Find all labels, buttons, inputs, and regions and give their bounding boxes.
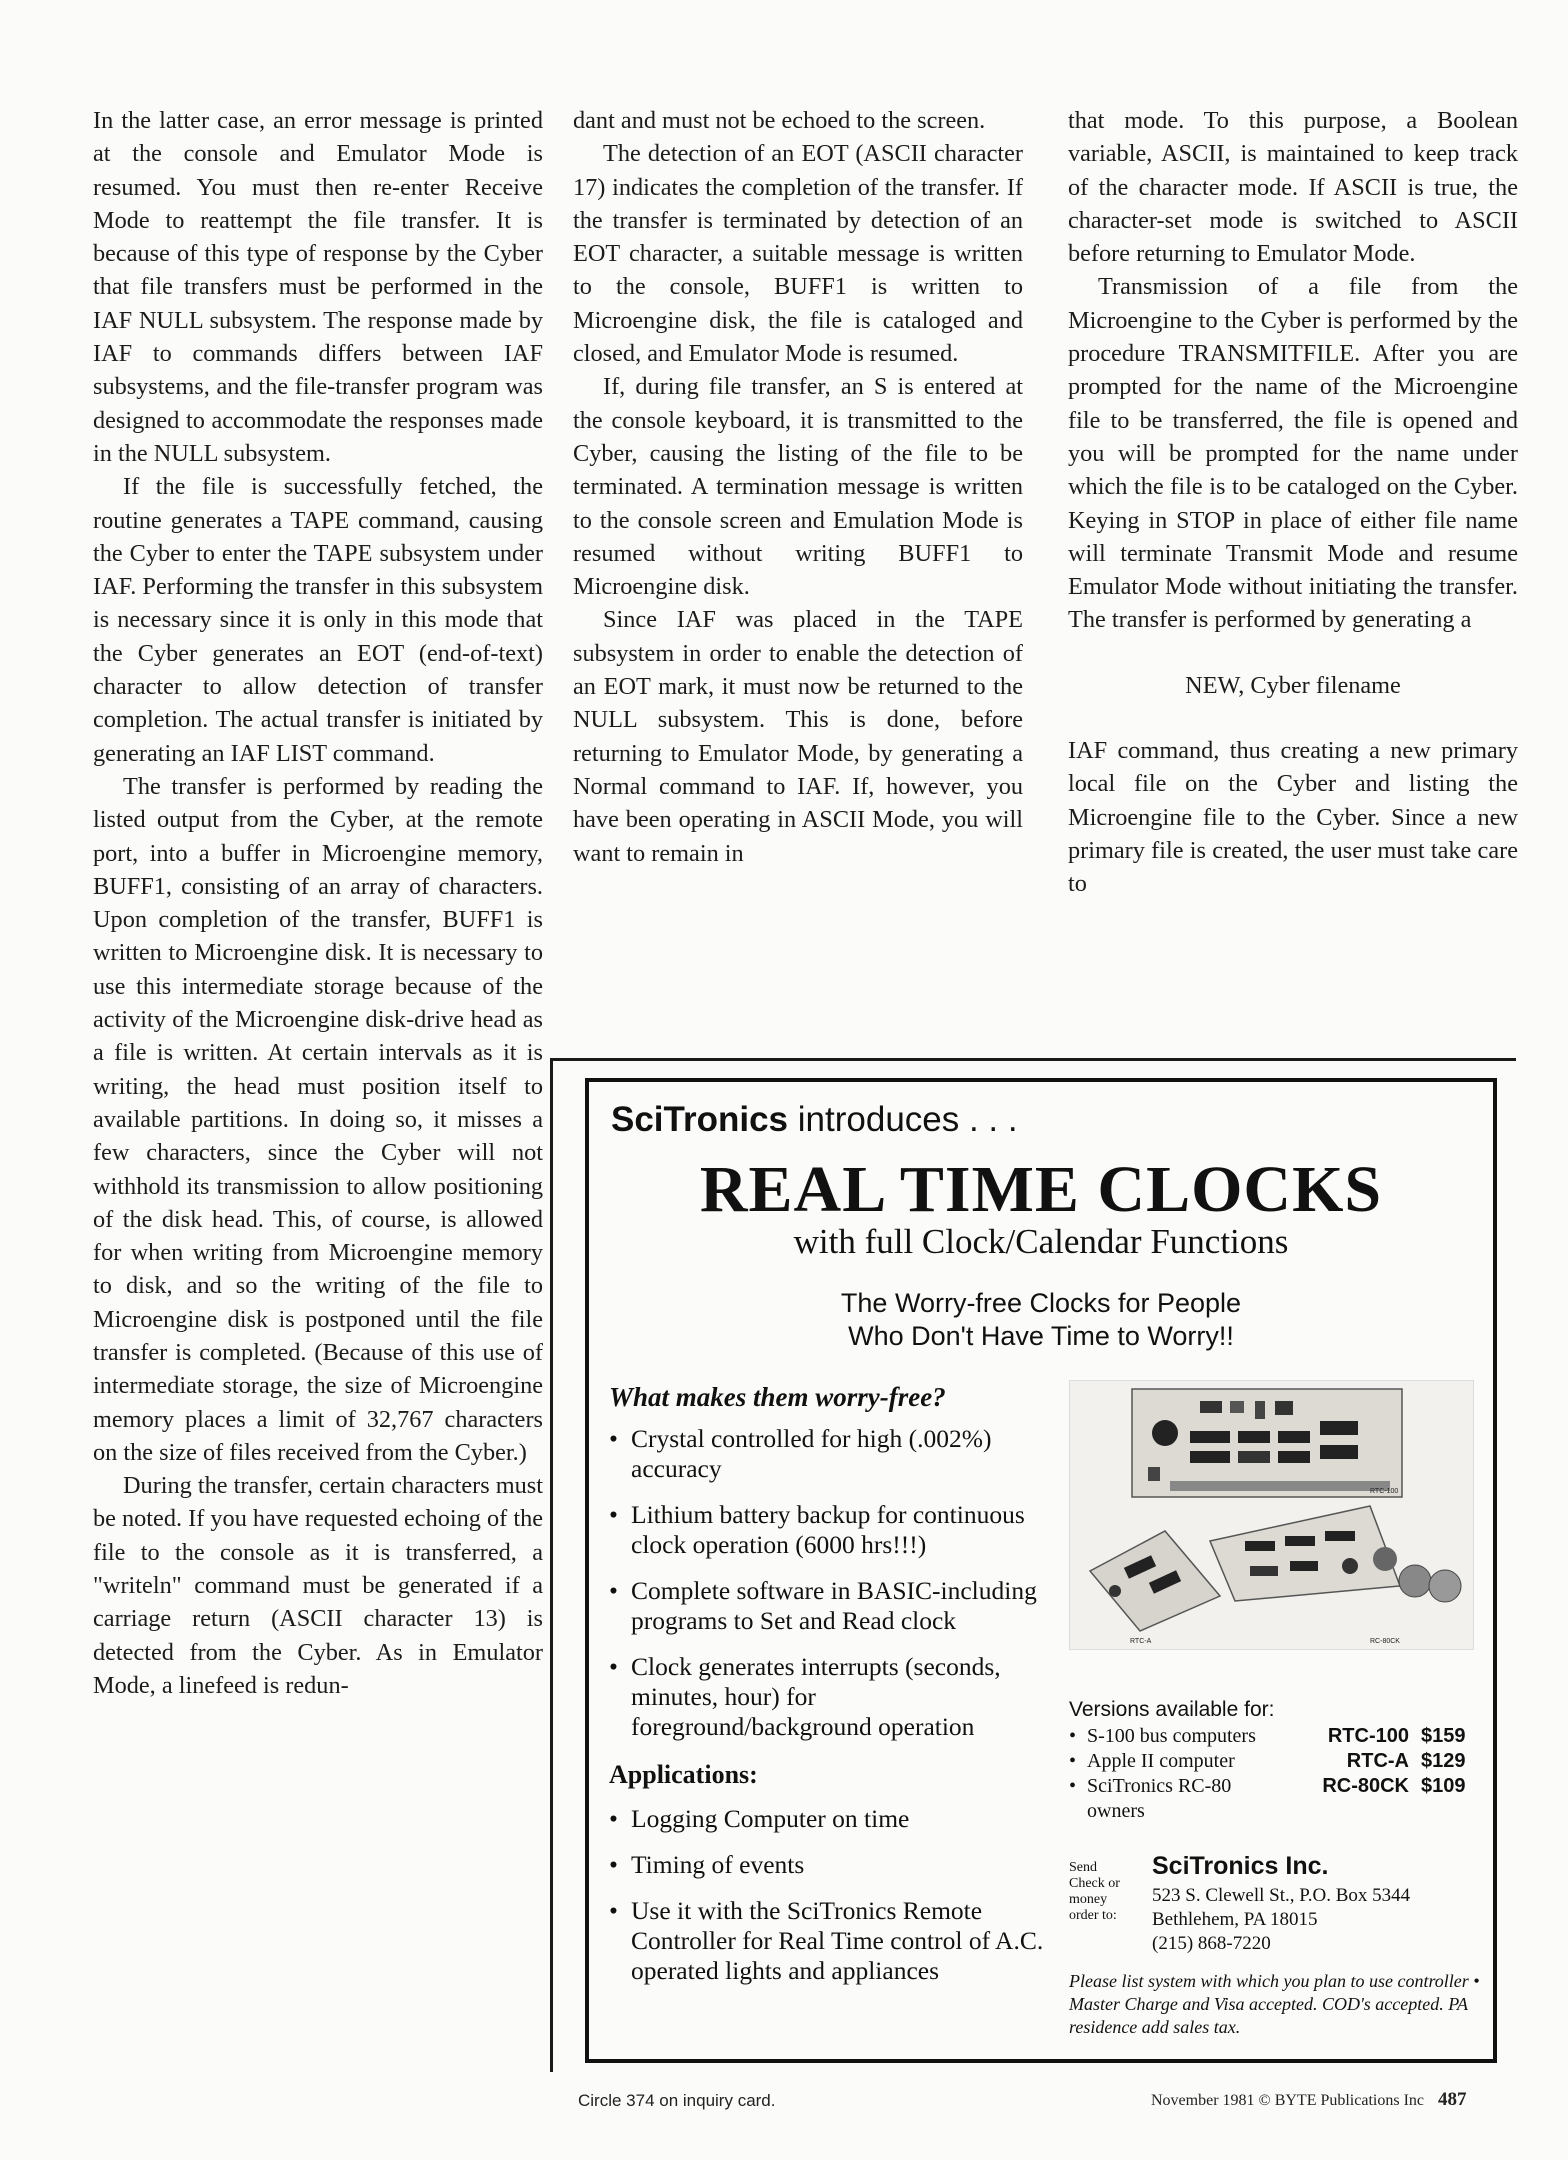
features-question: What makes them worry-free? <box>609 1382 946 1412</box>
paragraph: The detection of an EOT (ASCII character 17) indicates the completion of the transfer. If the transfer is terminated by detection of an EOT character, a suitable message is written to the console, BUFF1 is written to Microengine disk, the file is cataloged and closed, and Emulator Mode is resumed. <box>573 140 1023 368</box>
version-name: • S-100 bus computers <box>1069 1724 1256 1749</box>
applications-heading: Applications: <box>609 1760 758 1789</box>
address-line: Bethlehem, PA 18015 <box>1152 1909 1318 1930</box>
intro-text: introduces . . . <box>797 1100 1018 1139</box>
command-example: NEW, Cyber filename <box>1185 671 1401 699</box>
publication-credit: November 1981 © BYTE Publications Inc <box>1151 2092 1424 2109</box>
applications-list <box>609 1804 1049 1986</box>
application-item: • Use it with the SciTronics Remote Controller for Real Time control of A.C. operated lights and appliances <box>609 1896 1049 1986</box>
application-item: • Logging Computer on time <box>609 1804 1049 1834</box>
article-column-2 <box>573 104 1023 870</box>
feature-item: • Lithium battery backup for continuous clock operation (6000 hrs!!!) <box>609 1500 1049 1560</box>
version-price: $129 <box>1421 1750 1466 1772</box>
ad-features <box>609 1382 1049 2002</box>
send-label-line: Send <box>1069 1860 1097 1875</box>
application-item: • Timing of events <box>609 1850 1049 1880</box>
paragraph: dant and must not be echoed to the screen. <box>573 107 986 134</box>
paragraph: During the transfer, certain characters must be noted. If you have requested echoing of the file to the console as it is transferred, a "writeln" command must be generated if a carriage return (ASCII character 13) is detected from the Cyber. As in Emulator Mode, a linefeed is redun- <box>93 1472 544 1699</box>
version-name: • Apple II computer <box>1069 1749 1235 1774</box>
phone-number: (215) 868-7220 <box>1152 1933 1271 1954</box>
ad-fine-print: Please list system with which you plan to use controller • Master Charge and Visa accepted. COD's accepted. PA residence add sales tax. <box>1069 1971 1480 2037</box>
versions-block <box>1069 1697 1484 1824</box>
paragraph: Transmission of a file from the Microengine to the Cyber is performed by the procedure TRANSMITFILE. After you are prompted for the name of the Microengine file to be transferred, the file is opened and you will be prompted for the name under which the file is to be cataloged on the Cyber. Keying in STOP in place of either file name will terminate Transmit Mode and resume Emulator Mode without initiating the transfer. The transfer is performed by generating a <box>1068 273 1518 634</box>
paragraph: Since IAF was placed in the TAPE subsystem in order to enable the detection of an EOT mark, it must now be returned to the NULL subsystem. This is done, before returning to Emulator Mode, by generating a Normal command to IAF. If, however, you have been operating in ASCII Mode, you will want to remain in <box>573 606 1023 867</box>
version-row <box>1069 1774 1484 1799</box>
feature-item: • Crystal controlled for high (.002%) accuracy <box>609 1424 1049 1484</box>
versions-heading: Versions available for: <box>1069 1698 1275 1721</box>
ad-rule-left <box>550 1058 553 2072</box>
page-number: 487 <box>1438 2089 1467 2110</box>
ad-tagline <box>589 1287 1493 1353</box>
paragraph: The transfer is performed by reading the listed output from the Cyber, at the remote port, into a buffer in Microengine memory, BUFF1, consisting of an array of characters. Upon completion of the transfer, BUFF1 is written to Microengine disk. It is necessary to use this intermediate storage because of the activity of the Microengine disk-drive head as a file is written. At certain intervals as it is writing, the head must position itself to available partitions. In doing so, it misses a few characters, since the Cyber will not withhold its transmission to allow positioning of the disk head. This, of course, is allowed for when writing from Microengine memory to disk, and so the writing of the file to Microengine disk is postponed until the file transfer is completed. (Because of this use of intermediate storage, the size of Microengine memory places a limit of 32,767 characters on the size of files received from the Cyber.) <box>93 772 543 1466</box>
version-model: RTC-A <box>1346 1750 1409 1772</box>
send-label <box>1069 1860 1139 1924</box>
page-footer <box>1151 2089 1467 2111</box>
article-column-3 <box>1068 104 1518 901</box>
ad-intro <box>611 1100 1018 1140</box>
rtc-100-board <box>1132 1389 1402 1497</box>
paragraph: If the file is successfully fetched, the routine generates a TAPE command, causing the Cyber to enter the TAPE subsystem under IAF. Performing the transfer in this subsystem is necessary since it is only in this mode that the Cyber generates an EOT (end-of-text) character to allow detection of transfer completion. The actual transfer is initiated by generating an IAF LIST command. <box>93 473 543 767</box>
ad-subhead: with full Clock/Calendar Functions <box>793 1222 1289 1261</box>
send-label-line: money <box>1069 1892 1108 1907</box>
version-name: • SciTronics RC-80 <box>1069 1774 1231 1799</box>
version-model: RC-80CK <box>1322 1775 1409 1797</box>
send-label-line: Check or <box>1069 1876 1120 1891</box>
inquiry-note: Circle 374 on inquiry card. <box>578 2091 776 2110</box>
circuit-boards-image <box>1070 1381 1473 1649</box>
version-model: RTC-100 <box>1327 1725 1409 1747</box>
board-label: RTC-100 <box>1370 1488 1399 1495</box>
tagline-line: The Worry-free Clocks for People <box>840 1288 1242 1318</box>
brand-name: SciTronics <box>611 1100 789 1139</box>
version-continuation: owners <box>1087 1800 1145 1822</box>
product-photo <box>1069 1380 1474 1650</box>
feature-item: • Clock generates interrupts (seconds, minutes, hour) for foreground/background operation <box>609 1652 1049 1742</box>
ad-rule-top <box>550 1058 1516 1061</box>
advertisement <box>585 1078 1497 2063</box>
ad-headline: REAL TIME CLOCKS <box>699 1153 1383 1226</box>
version-price: $109 <box>1421 1775 1466 1797</box>
paragraph: that mode. To this purpose, a Boolean variable, ASCII, is maintained to keep track of the character mode. If ASCII is true, the character-set mode is switched to ASCII before returning to Emulator Mode. <box>1068 107 1518 268</box>
tagline-line: Who Don't Have Time to Worry!! <box>848 1321 1234 1351</box>
paragraph: If, during file transfer, an S is entered at the console keyboard, it is transmitted to the Cyber, causing the listing of the file to be terminated. A termination message is written to the console screen and Emulation Mode is resumed without writing BUFF1 to Microengine disk. <box>573 373 1023 601</box>
company-address <box>1152 1884 1410 1956</box>
address-line: 523 S. Clewell St., P.O. Box 5344 <box>1152 1885 1411 1906</box>
paragraph: IAF command, thus creating a new primary local file on the Cyber and listing the Microengine file to the Cyber. Since a new primary file is created, the user must take care to <box>1068 737 1518 898</box>
version-price: $159 <box>1421 1725 1466 1747</box>
version-row <box>1069 1749 1484 1774</box>
company-name: SciTronics Inc. <box>1152 1852 1329 1880</box>
article-column-1 <box>93 104 543 1702</box>
feature-list <box>609 1424 1049 1742</box>
board-label: RTC-A <box>1130 1638 1152 1645</box>
board-label: RC-80CK <box>1370 1638 1400 1645</box>
feature-item: • Complete software in BASIC-including programs to Set and Read clock <box>609 1576 1049 1636</box>
version-row <box>1069 1724 1484 1749</box>
paragraph: In the latter case, an error message is printed at the console and Emulator Mode is resumed. You must then re-enter Receive Mode to reattempt the file transfer. It is because of this type of response by the Cyber that file transfers must be performed in the IAF NULL subsystem. The response made by IAF to commands differs between IAF subsystems, and the file-transfer program was designed to accommodate the responses made in the NULL subsystem. <box>93 107 543 467</box>
send-label-line: order to: <box>1069 1908 1117 1923</box>
